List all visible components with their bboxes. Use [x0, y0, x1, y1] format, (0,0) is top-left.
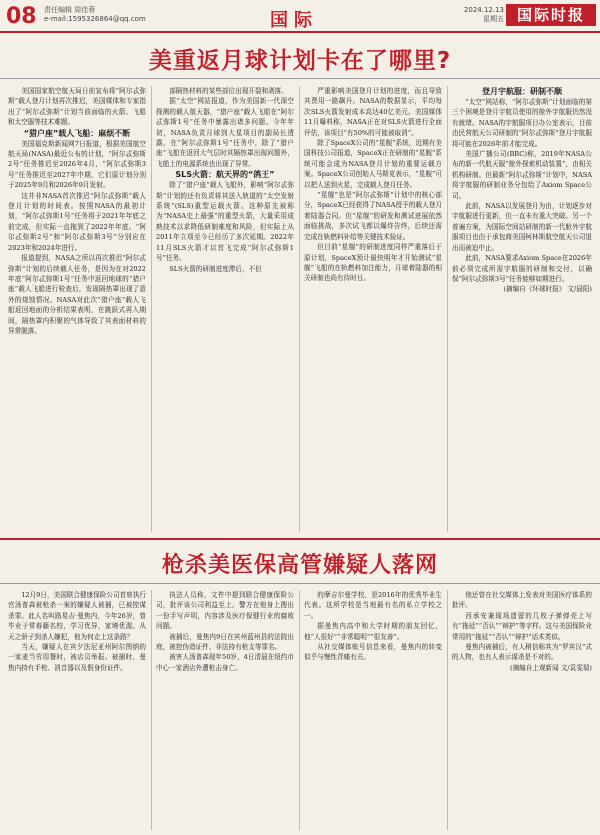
article2-byline: (摘编自上观新闻 文/袁雯瑞)	[510, 663, 592, 672]
article1-column-1	[8, 86, 146, 532]
paragraph: “星舰”也是“阿尔忒弥斯”计划中的核心部分，SpaceX已经获得了NASA授予的载人登月着陆器合同。但“星舰”的研发和测试进展依然面临挑战，多次试飞都以爆炸告终，后续还需完成在轨燃料补给等关键技术验证。	[304, 191, 442, 241]
paragraph: 报道提到，NASA之所以再次推迟“阿尔忒弥斯”计划的后续载人任务，是因为在对2022年底“阿尔忒弥斯1号”任务中返回地球的“猎户座”载人飞船进行检查后，发现隔热罩出现了意外的烧蚀情况。NASA对此次“猎户座”载人飞船返回地面的分析结果表明，在跳跃式再入期间，隔热罩内积聚的气体导致了其表面材料的异常脱落。	[8, 254, 146, 335]
paragraph: 的摩吉尔曼学校，是2016年的优秀毕业生代表。这所学校是当地最有名的私立学校之一。	[304, 591, 442, 620]
column-divider	[151, 590, 152, 830]
header-rule	[0, 31, 600, 33]
paragraph: 严重影响美国登月计划的进度，而且导致其费用一路飙升。NASA的数据显示，平均每次SLS火箭发射成本高达40亿美元。美国媒体11月曝料称，NASA正在对SLS火箭进行全面评估，该项目“有50%的可能被取消”。	[304, 87, 442, 137]
paragraph: 被害人汤普森现年50岁，4日清晨在纽约市中心一家酒店外遭枪击身亡。	[156, 653, 294, 672]
column-divider	[447, 86, 448, 532]
column-divider	[447, 590, 448, 830]
paragraph: 被捕后，曼焦内9日在宾州蓝州县的法院出庭，被控伪造证件、非法持有枪支等罪名。	[156, 632, 294, 652]
section-rule	[0, 538, 600, 540]
article1-byline: (摘编自《环球时报》 文/晨阳)	[503, 285, 592, 294]
editor-info	[44, 6, 146, 24]
article2-column-2	[156, 590, 294, 830]
article2-column-4	[452, 590, 592, 830]
paragraph: SLS火箭的研制进度滞后，不但	[169, 264, 262, 273]
paragraph: 从社交媒体账号信息来看，曼焦内的转变似乎与慢性背痛有关。	[304, 643, 442, 662]
paragraph: 据曼焦内高中和大学时期的朋友回忆，他“人很好”“非常聪明”“很友善”。	[304, 622, 442, 641]
article2-column-3	[304, 590, 442, 830]
paragraph: 据“太空”网站报道，作为美国新一代深空探测的载人航天器，“猎户座”载人飞船在“阿尔忒弥斯1号”任务中暴露出诸多问题。今年年初，NASA负责月球到大星项目的副局长透露，在“阿尔忒弥斯1号”任务中，除了“猎户座”飞船在返回大气层时其隔热罩出现问题外，飞船上的电源系统也出现了异常。	[156, 97, 294, 168]
newspaper-masthead: 国际时报	[506, 4, 596, 26]
subheading-sls: SLS火箭：航天界的“鸽王”	[175, 170, 275, 180]
paragraph: 曼焦内被捕后，有人稍信称其为“罗宾汉”式的人物，也有人表示谋杀是不对的。	[452, 643, 592, 662]
subheading-spacesuit: 登月宇航服：研制不顺	[482, 87, 562, 96]
date: 2024.12.13	[463, 6, 504, 14]
paragraph: 这并非NASA首次推迟“阿尔忒弥斯”载人登月计划的时间表。按照NASA的最初计划，“阿尔忒弥斯1号”任务将于2021年年底之前完成，但实际一直拖到了2022年年底。“阿尔忒弥斯2号”和“阿尔忒弥斯3号”分别应在2023年和2024年进行。	[8, 191, 146, 252]
paragraph: 西承安兼现场遗留的几枚子弹弹壳上写有“拖延”“否认”“辩护”等字样。这与美国保险业常用的“拖延”“否认”“辩护”话术类似。	[452, 611, 592, 641]
article1-headline: 美重返月球计划卡在了哪里?	[148, 48, 452, 74]
article1-column-4	[452, 86, 592, 532]
headline-rule	[0, 78, 600, 79]
issue-date	[452, 6, 504, 24]
paragraph: 12月9日，美国联合健康保险公司首席执行官汤普森被枪杀一案的嫌疑人被捕，已被控谋杀罪。此人名叫路易吉·曼焦内，今年26岁，曾毕业于常春藤名校，学习优异，家境优渥。从天之骄子到杀人嫌犯，他为何走上这条路？	[8, 591, 146, 641]
editor-name: 责任编辑 周佳蓉	[44, 6, 96, 14]
paragraph: 部隔热材料的某些部位出现开裂和剥落。	[169, 87, 288, 95]
column-divider	[299, 590, 300, 830]
paragraph: 但目前“星舰”的研制进度同样严重落后于原计划，SpaceX预计最快明年才开始测试“星舰”飞船的在轨燃料加注能力，月球着陆器的相关研制也尚有待时日。	[304, 243, 442, 283]
page-number: 08	[6, 4, 37, 29]
paragraph: 此前，NASA以发展登月为由，计划逐步对宇航服进行更新，但一直未有重大突破。另一个普遍方案，为国际空间站研制的新一代舱外宇航服项目也由于承包商美国柯林斯航空航天公司退出而被迫中止。	[452, 202, 592, 252]
article2-column-1	[8, 590, 146, 830]
paragraph: 除了SpaceX公司的“星舰”系统，近期有美国科技公司报道，SpaceX正在研制的“星舰”系统可能会成为NASA登月计划的重要运载方案。SpaceX公司创始人马斯克表示，“星舰”可以把人送到火星，完成载人登月任务。	[304, 139, 442, 189]
paragraph: 当天，嫌疑人在宾夕法尼亚州阿尔图纳的一家麦当劳用餐时，被店员举报。被捕时，曼焦内持有手枪、消音器以及假身份证件。	[8, 643, 146, 672]
paragraph: 执法人员称，文件中提到联合健康保险公司，批评该公司利益至上。警方在他身上搜出一份手写声明，内容涉及医疗保健行业的腐败问题。	[156, 591, 294, 631]
column-divider	[151, 86, 152, 532]
headline-rule	[0, 583, 600, 584]
paragraph: 此前，NASA要求Axiom Space在2026年前必须完成所需宇航服的研制和交付，以确保“阿尔忒弥斯3号”任务能够如期进行。	[452, 254, 592, 283]
paragraph: 美国福克斯新闻网7日报道，根据美国航空航天局(NASA)最近公布的计划，“阿尔忒弥斯2号”任务推迟至2026年4月，“阿尔忒弥斯3号”任务推迟至2027年中期，它们原计划分别于2025年9月和2026年9月发射。	[8, 139, 146, 190]
paragraph: 美国国家航空航天局日前宣布将“阿尔忒弥斯”载人登月计划再次推迟，美国媒体和专家指出了“阿尔忒弥斯”计划当前面临的火箭、飞船和太空服等技术难题。	[8, 87, 146, 127]
paragraph: 除了“猎户座”载人飞船外，影响“阿尔忒弥斯”计划的还有负责将其送入轨道的“太空发射系统”(SLS)重型运载火箭。这种原先被称为“NASA史上最强”的重型火箭，大量采用成熟技术以求降低研制难度和风险，但实际上从2011年立项至今已经历了多次延期。2022年11月SLS火箭才以首飞完成“阿尔忒弥斯1号”任务。	[156, 181, 294, 263]
weekday: 星期五	[483, 15, 504, 23]
article1-column-3	[304, 86, 442, 532]
paragraph: 美国广播公司(BBC)称，2019年NASA公布的新一代航天服“舱外探索机动装置”，由相关机构研制。但最新“阿尔忒弥斯”计划中，NASA将宇航服的研制业务分包给了Axiom Space公司。	[452, 150, 592, 200]
subheading-orion: “猎户座”载人飞船：麻烦不断	[23, 128, 131, 138]
column-divider	[299, 86, 300, 532]
section-title: 国际	[270, 10, 318, 31]
article1-column-2	[156, 86, 294, 532]
paragraph: 他还曾在社交媒体上发表对美国医疗体系的批评。	[452, 591, 592, 610]
article2-headline: 枪杀美医保高管嫌疑人落网	[161, 553, 438, 578]
editor-email: e-mail:1595326864@qq.com	[44, 15, 146, 23]
paragraph: “太空”网站称，“阿尔忒弥斯”计划面临的第三个困境是登月宇航员使用的舱外宇航服仍然没有就绪。NASA的宇航服项目办公室表示，目前由民营航天公司研制的“阿尔忒弥斯”登月宇航服将可能在2026年前才能完成。	[452, 98, 592, 148]
